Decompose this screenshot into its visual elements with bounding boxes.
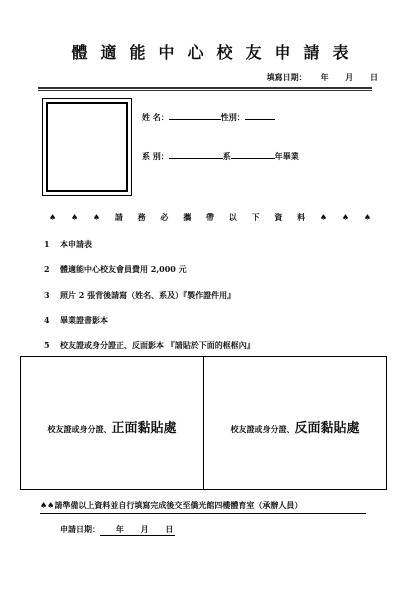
requirements-heading: ♠ ♠ ♠ 請 務 必 攜 帶 以 下 資 料 ♠ ♠ ♠ [48,212,378,222]
list-item: 4 畢業證書影本 [44,315,108,325]
grad-suffix: 年畢業 [274,151,299,161]
page-title: 體適能中心校友申請表 [71,43,362,62]
dept-suffix: 系 [222,151,231,161]
photo-frame-inner [46,102,128,192]
submission-notice: ♠♠請準備以上資料並自行填寫完成後交至僑光館四樓體育室（承辦人員） [40,500,366,514]
name-field[interactable] [169,110,221,120]
back-paste-label: 校友證或身分證、反面黏貼處 [230,421,360,436]
dept-field[interactable] [169,149,223,159]
gender-field[interactable] [245,110,275,120]
name-gender-row [142,110,275,123]
header-rule-thin [38,90,372,91]
back-paste-box [203,356,387,490]
name-label: 姓 名： [142,112,169,122]
list-item: 2 體適能中心校友會員費用 2,000 元 [44,264,187,274]
header-rule-thick [38,87,372,89]
front-paste-box [20,356,204,490]
apply-date-row [60,524,175,536]
dept-label: 系 別： [142,151,169,161]
fill-date: 填寫日期： 年 月 日 [266,72,378,82]
list-item: 3 照片 2 張背後請寫（姓名、系及）『製作證件用』 [44,290,236,300]
front-paste-label: 校友證或身分證、正面黏貼處 [47,421,177,436]
apply-date-field[interactable]: 年 月 日 [102,524,174,534]
apply-date-label: 申請日期： [60,524,100,534]
list-item: 5 校友證或身分證正、反面影本 『請貼於下面的框框內』 [44,340,255,350]
photo-frame [42,98,132,196]
gender-label: 性別： [220,112,245,122]
list-item: 1 本申請表 [44,239,92,249]
grad-year-field[interactable] [231,149,275,159]
dept-row [142,149,299,162]
